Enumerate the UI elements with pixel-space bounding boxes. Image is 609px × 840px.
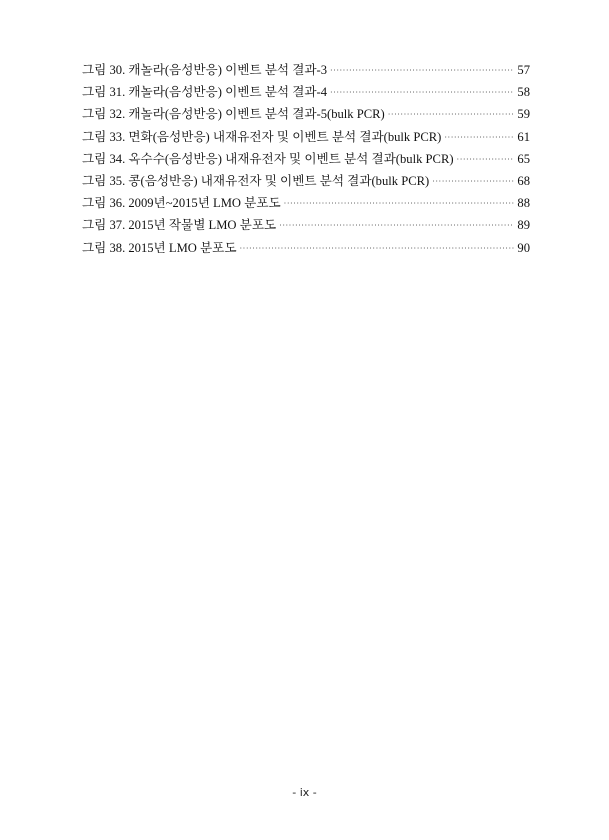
toc-entry-page: 88 <box>517 196 530 211</box>
toc-entry-page: 59 <box>517 107 530 122</box>
toc-entry-page: 68 <box>517 173 530 188</box>
toc-entry-label: 그림 37. 2015년 작물별 LMO 분포도 <box>82 218 277 233</box>
dot-leader <box>444 133 514 142</box>
figure-list <box>82 59 530 259</box>
dot-leader <box>330 88 514 97</box>
toc-entry[interactable] <box>82 126 530 148</box>
toc-entry[interactable] <box>82 103 530 125</box>
dot-leader <box>284 199 515 208</box>
dot-leader <box>457 155 515 164</box>
toc-entry-label: 그림 36. 2009년~2015년 LMO 분포도 <box>82 196 281 211</box>
toc-entry[interactable] <box>82 192 530 214</box>
toc-entry-label: 그림 32. 캐놀라(음성반응) 이벤트 분석 결과-5(bulk PCR) <box>82 107 385 122</box>
toc-entry-label: 그림 33. 면화(음성반응) 내재유전자 및 이벤트 분석 결과(bulk PCR) <box>82 129 442 144</box>
toc-entry[interactable] <box>82 170 530 192</box>
toc-entry-page: 90 <box>517 240 530 255</box>
page-number: - ix - <box>292 786 317 799</box>
toc-entry[interactable] <box>82 237 530 259</box>
dot-leader <box>240 244 515 253</box>
dot-leader <box>432 177 514 186</box>
toc-entry-label: 그림 31. 캐놀라(음성반응) 이벤트 분석 결과-4 <box>82 85 328 100</box>
toc-entry-label: 그림 34. 옥수수(음성반응) 내재유전자 및 이벤트 분석 결과(bulk PCR) <box>82 151 454 166</box>
toc-entry-page: 65 <box>517 151 530 166</box>
toc-entry-page: 61 <box>517 129 530 144</box>
toc-entry[interactable] <box>82 81 530 103</box>
dot-leader <box>279 221 514 230</box>
dot-leader <box>388 110 515 119</box>
toc-entry-page: 89 <box>517 218 530 233</box>
toc-entry-label: 그림 35. 콩(음성반응) 내재유전자 및 이벤트 분석 결과(bulk PCR) <box>82 173 430 188</box>
toc-entry-label: 그림 38. 2015년 LMO 분포도 <box>82 240 237 255</box>
toc-entry-page: 58 <box>517 85 530 100</box>
dot-leader <box>330 66 514 75</box>
toc-entry[interactable] <box>82 214 530 236</box>
toc-entry-page: 57 <box>517 63 530 77</box>
toc-entry[interactable] <box>82 148 530 170</box>
toc-entry-label: 그림 30. 캐놀라(음성반응) 이벤트 분석 결과-3 <box>82 63 328 77</box>
toc-entry[interactable] <box>82 59 530 81</box>
